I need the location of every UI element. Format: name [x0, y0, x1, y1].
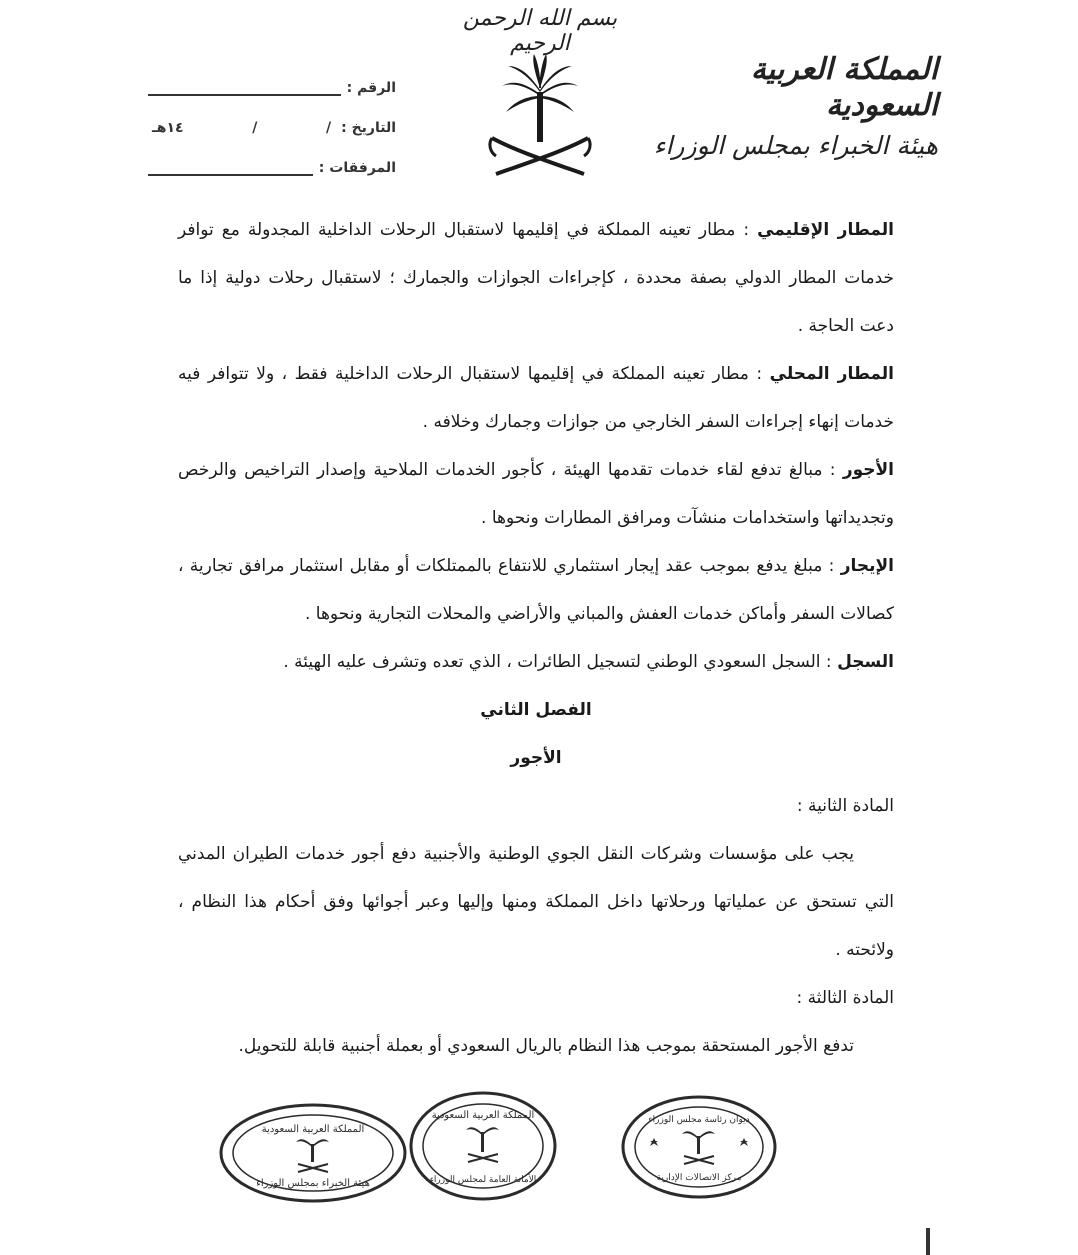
article-text: يجب على مؤسسات وشركات النقل الجوي الوطنية والأجنبية دفع أجور خدمات الطيران المدني التي تستحق عن عملياتها ورحلاتها داخل المملكة ومنها وإليها وعبر أجوائها وفق أحكام هذا النظام ، ولائحته .: [178, 844, 894, 960]
definition-term: الأجور: [842, 460, 894, 480]
seals-row: [210, 1090, 810, 1200]
seal-bottom-text: هيئة الخبراء بمجلس الوزراء: [256, 1178, 370, 1189]
attachments-line: [148, 152, 313, 176]
definition-text: : مبلغ يدفع بموجب عقد إيجار استثماري للانتفاع بالممتلكات أو مقابل استثمار مرافق تجارية ، كصالات السفر وأماكن خدمات العفش والمباني والأراضي والمحلات التجارية ونحوها .: [178, 556, 894, 624]
article-heading: المادة الثانية :: [796, 796, 894, 816]
stamp-seal-icon: [218, 1102, 408, 1204]
letterhead: [648, 52, 938, 162]
definition-text: : مبالغ تدفع لقاء خدمات تقدمها الهيئة ، كأجور الخدمات الملاحية وإصدار التراخيص والرخص وتجديداتها واستخدامات منشآت ومرافق المطارات ونحوها .: [178, 460, 894, 528]
definition-term: المطار المحلي: [769, 364, 894, 384]
seal-top-text: المملكة العربية السعودية: [261, 1124, 365, 1135]
definition-term: الإيجار: [840, 556, 894, 576]
chapter-title: الفصل الثاني: [480, 700, 592, 720]
definition-text: : مطار تعينه المملكة في إقليمها لاستقبال الرحلات الداخلية فقط ، ولا تتوافر فيه خدمات إنهاء إجراءات السفر الخارجي من جوازات وجمارك وخلافه .: [178, 364, 894, 432]
definition-paragraph: [178, 446, 894, 542]
reference-number-row: [148, 56, 396, 96]
document-body: [178, 206, 894, 1070]
stamp-seal-icon: [620, 1094, 778, 1200]
definition-term: المطار الإقليمي: [757, 220, 894, 240]
definition-paragraph: [178, 350, 894, 446]
date-separator: /: [325, 120, 332, 136]
reference-number-line: [148, 72, 341, 96]
seal-top-text: ديوان رئاسة مجلس الوزراء: [648, 1115, 750, 1125]
attachments-label: المرفقات :: [318, 160, 396, 176]
seal-top-text: المملكة العربية السعودية: [431, 1110, 535, 1121]
letterhead-authority: هيئة الخبراء بمجلس الوزراء: [653, 131, 938, 160]
reference-number-label: الرقم :: [346, 80, 396, 96]
attachments-row: [148, 136, 396, 176]
chapter-subtitle: الأجور: [510, 748, 562, 768]
date-separator: /: [252, 120, 258, 136]
definition-text: : السجل السعودي الوطني لتسجيل الطائرات ، الذي تعده وتشرف عليه الهيئة .: [283, 652, 838, 672]
definition-paragraph: [178, 206, 894, 350]
seal-bottom-text: الأمانة العامة لمجلس الوزراء: [429, 1175, 537, 1185]
palm-swords-emblem-icon: [484, 52, 596, 182]
definition-text: : مطار تعينه المملكة في إقليمها لاستقبال الرحلات الداخلية المجدولة مع توافر خدمات المطار الدولي بصفة محددة ، كإجراءات الجوازات والجمارك ؛ لاستقبال رحلات دولية إذا ما دعت الحاجة .: [178, 220, 894, 336]
definition-term: السجل: [837, 652, 894, 672]
letterhead-country: المملكة العربية السعودية: [750, 52, 938, 123]
reference-block: [148, 56, 396, 176]
article-text: تدفع الأجور المستحقة بموجب هذا النظام بالريال السعودي أو بعملة أجنبية قابلة للتحويل.: [238, 1036, 854, 1056]
date-row: [148, 96, 396, 136]
seal-bottom-text: مركز الاتصالات الإدارية: [656, 1173, 742, 1183]
date-value: [148, 120, 335, 136]
bismillah: بسم الله الرحمن الرحيم: [462, 6, 618, 56]
date-label: التاريخ :: [341, 120, 396, 136]
definition-paragraph: [178, 638, 894, 686]
definition-paragraph: [178, 542, 894, 638]
stamp-seal-icon: [408, 1090, 558, 1202]
date-year-suffix: ١٤هـ: [152, 120, 184, 136]
margin-mark: [926, 1228, 930, 1255]
article-heading: المادة الثالثة :: [796, 988, 894, 1008]
